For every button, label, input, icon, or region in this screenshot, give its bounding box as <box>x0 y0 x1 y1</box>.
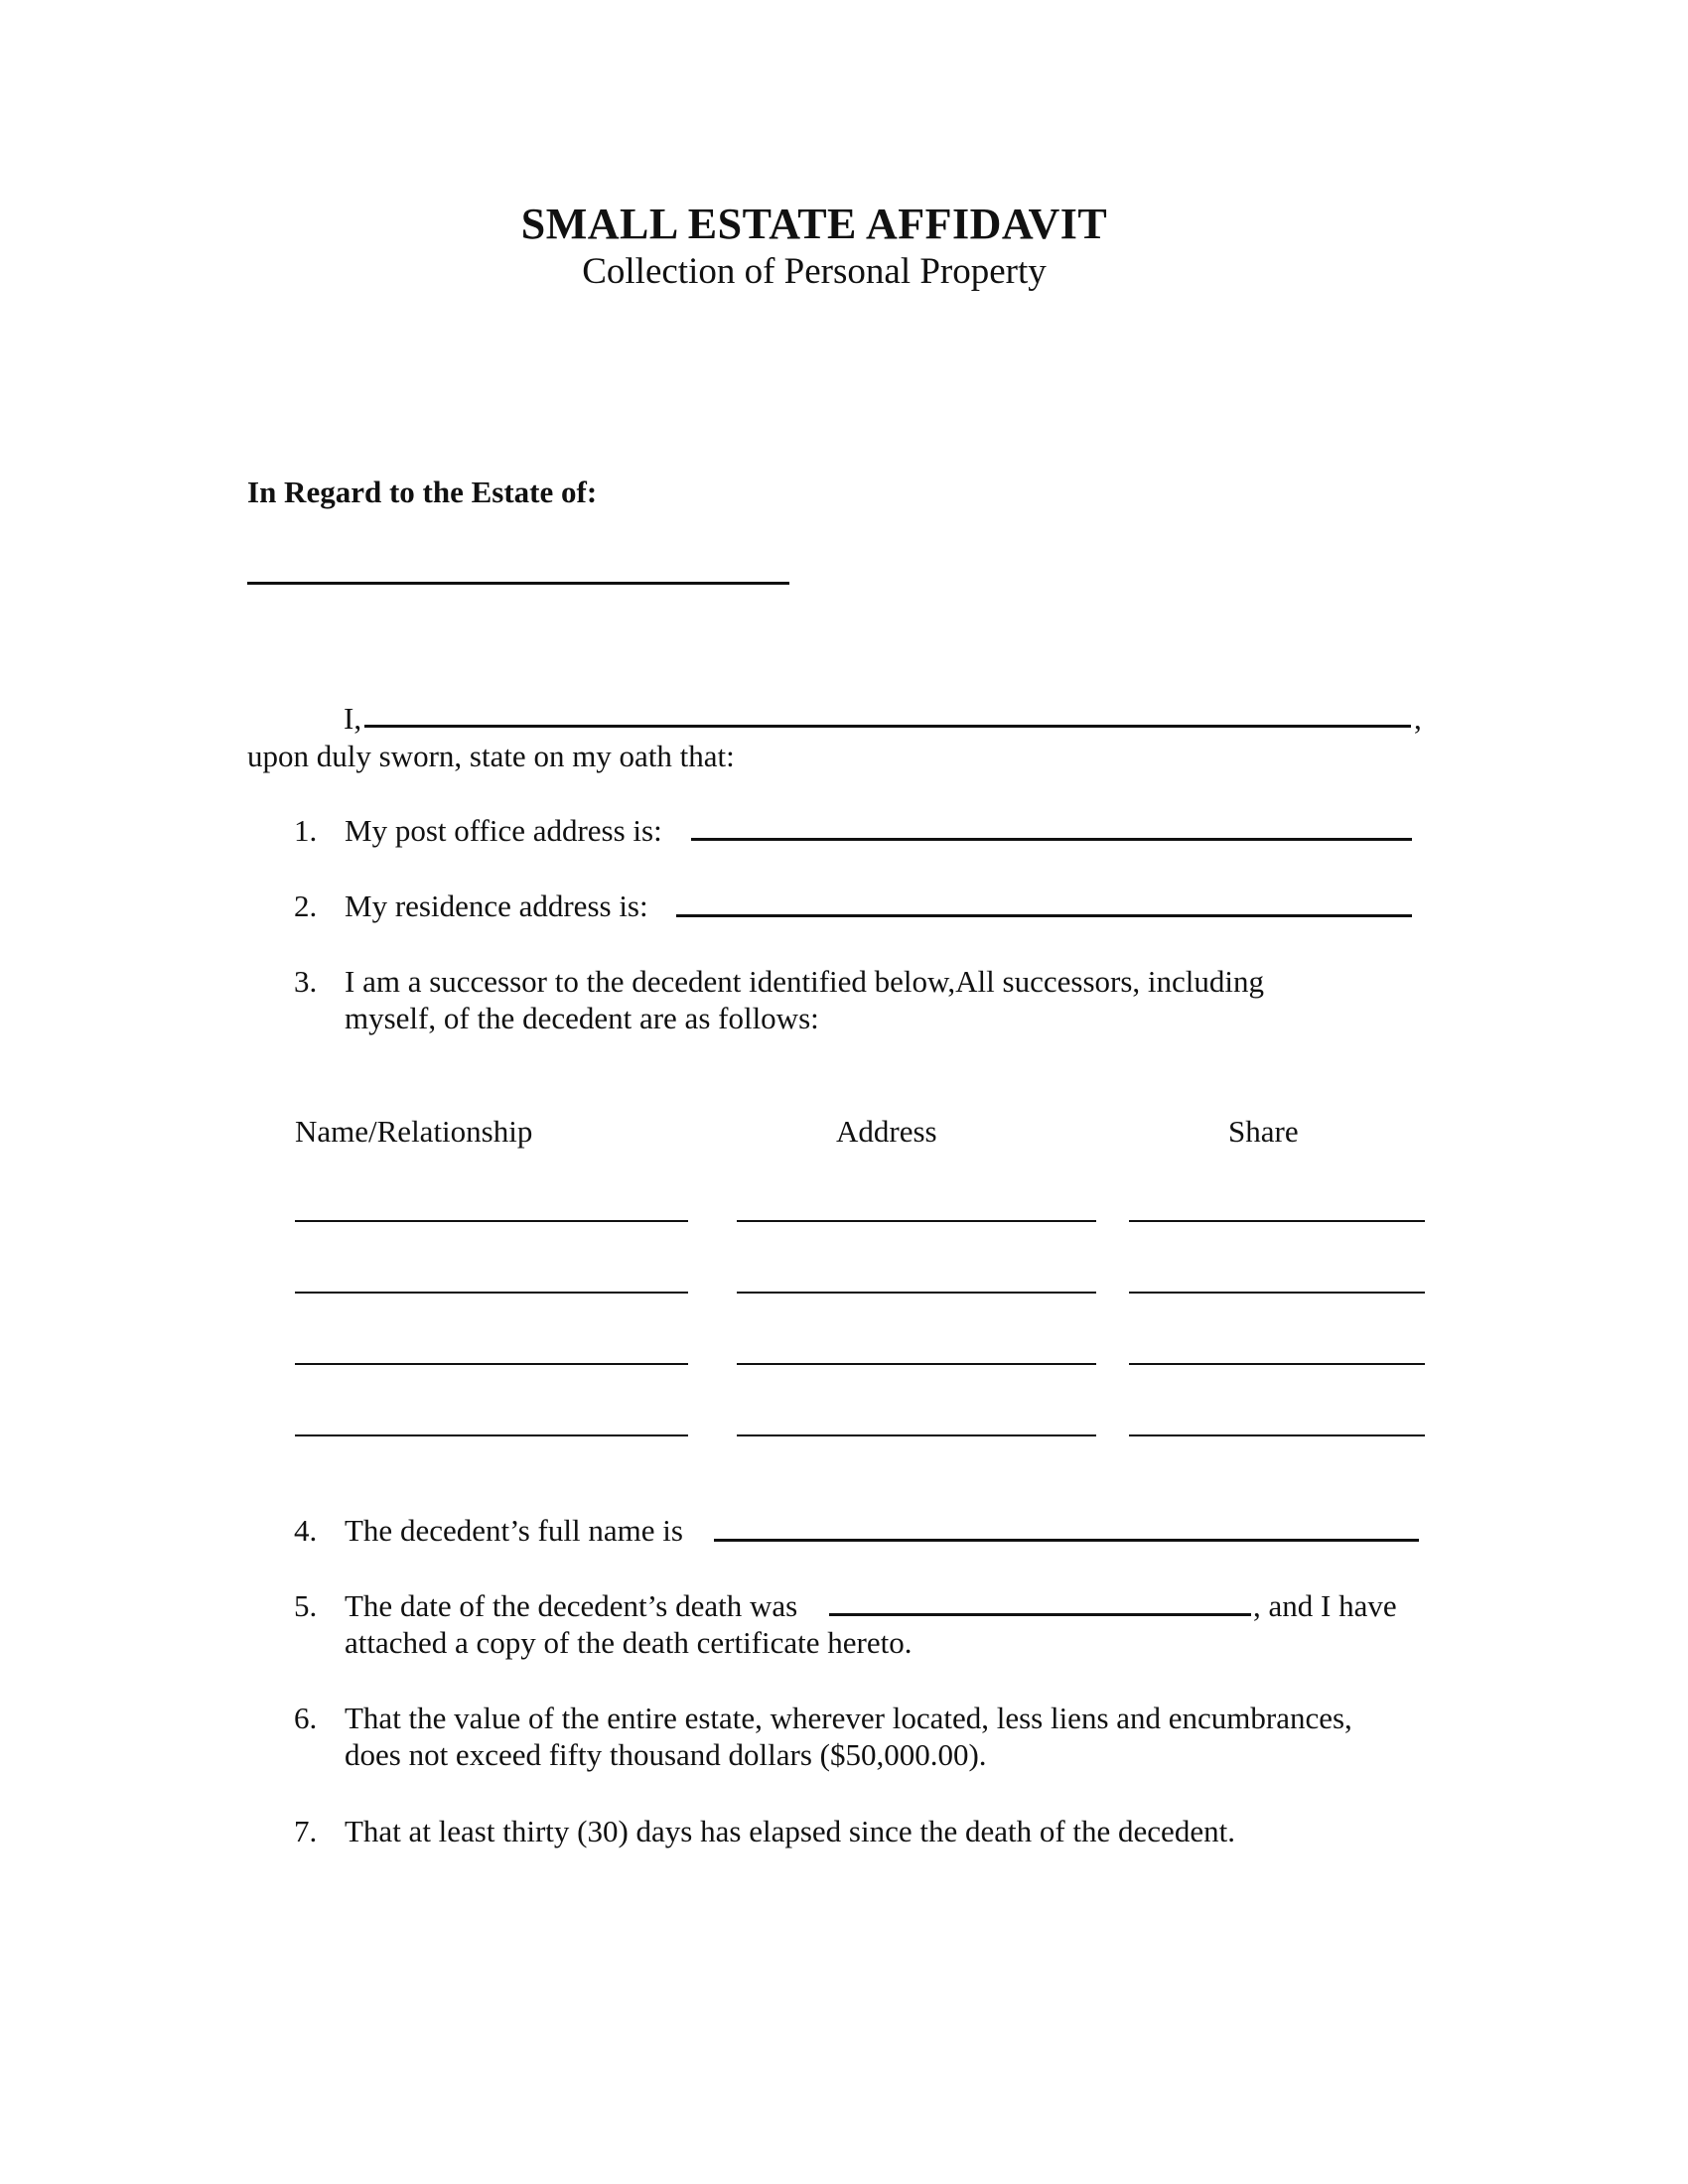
successor-name-field[interactable] <box>295 1292 688 1294</box>
column-header-share: Share <box>1228 1114 1299 1149</box>
decedent-full-name-field[interactable] <box>714 1539 1419 1542</box>
item-1-text: My post office address is: <box>345 813 662 848</box>
estate-name-field[interactable] <box>247 582 789 585</box>
residence-address-field[interactable] <box>676 914 1412 917</box>
successor-address-field[interactable] <box>737 1363 1096 1365</box>
item-5-text-line2: attached a copy of the death certificate hereto. <box>345 1625 913 1660</box>
successor-share-field[interactable] <box>1129 1363 1425 1365</box>
item-5-text-suffix: , and I have <box>1253 1588 1397 1623</box>
successor-address-field[interactable] <box>737 1434 1096 1436</box>
successor-name-field[interactable] <box>295 1434 688 1436</box>
item-number: 1. <box>294 813 318 848</box>
item-6-text-line2: does not exceed fifty thousand dollars ($50,000.00). <box>345 1737 987 1772</box>
item-number: 6. <box>294 1701 318 1735</box>
item-3-text-line2: myself, of the decedent are as follows: <box>345 1001 819 1035</box>
intro-suffix: , <box>1414 701 1422 736</box>
estate-label: In Regard to the Estate of: <box>247 475 598 509</box>
successor-name-field[interactable] <box>295 1363 688 1365</box>
column-header-address: Address <box>836 1114 937 1149</box>
successor-share-field[interactable] <box>1129 1292 1425 1294</box>
item-4-text: The decedent’s full name is <box>345 1513 683 1548</box>
form-subtitle: Collection of Personal Property <box>582 251 1047 292</box>
successor-share-field[interactable] <box>1129 1434 1425 1436</box>
column-header-name-relationship: Name/Relationship <box>295 1114 533 1149</box>
item-6-text-line1: That the value of the entire estate, wherever located, less liens and encumbrances, <box>345 1701 1352 1735</box>
date-of-death-field[interactable] <box>829 1613 1251 1616</box>
item-number: 2. <box>294 888 318 923</box>
successor-share-field[interactable] <box>1129 1220 1425 1222</box>
item-3-text-line1: I am a successor to the decedent identified below,All successors, including <box>345 964 1264 999</box>
intro-oath-text: upon duly sworn, state on my oath that: <box>247 739 735 773</box>
item-number: 7. <box>294 1814 318 1848</box>
item-number: 3. <box>294 964 318 999</box>
item-7-text: That at least thirty (30) days has elapsed since the death of the decedent. <box>345 1814 1235 1848</box>
successor-name-field[interactable] <box>295 1220 688 1222</box>
successor-address-field[interactable] <box>737 1292 1096 1294</box>
item-2-text: My residence address is: <box>345 888 648 923</box>
intro-prefix: I, <box>344 701 362 736</box>
item-number: 4. <box>294 1513 318 1548</box>
form-title: SMALL ESTATE AFFIDAVIT <box>520 200 1108 248</box>
item-5-text: The date of the decedent’s death was <box>345 1588 798 1623</box>
affiant-name-field[interactable] <box>364 725 1411 728</box>
post-office-address-field[interactable] <box>691 838 1412 841</box>
successor-address-field[interactable] <box>737 1220 1096 1222</box>
item-number: 5. <box>294 1588 318 1623</box>
